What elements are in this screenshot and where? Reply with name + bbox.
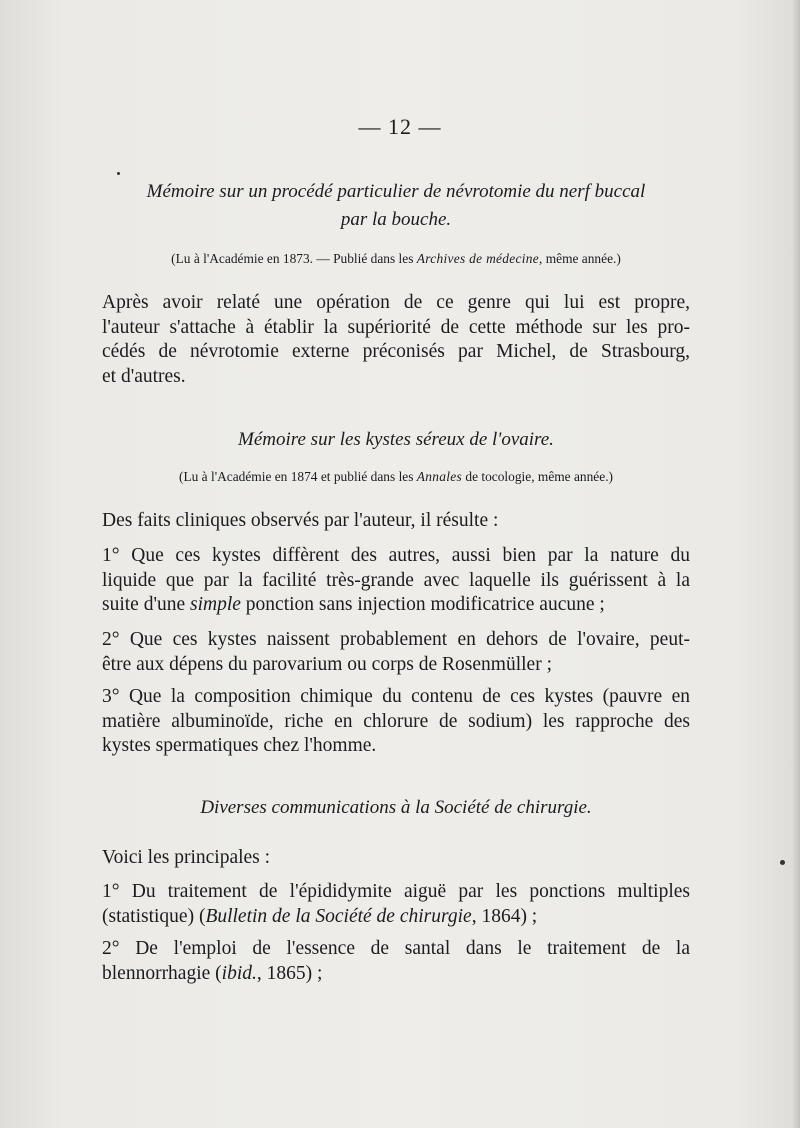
section-note	[102, 250, 690, 268]
emphasis: ibid.	[221, 962, 257, 984]
list-item	[102, 544, 690, 618]
page-edge-shadow	[792, 0, 800, 1128]
text-line: Voici les principales :	[102, 847, 271, 868]
text-line: Des faits cliniques observés par l'auteur, il résulte :	[102, 510, 499, 531]
scan-speck	[780, 860, 785, 865]
text-line: blennorrhagie (ibid., 1865) ;	[102, 962, 323, 984]
section-paragraph	[102, 846, 690, 871]
list-item	[102, 628, 690, 677]
text-line: (statistique) (Bulletin de la Société de chirurgie, 1864) ;	[102, 905, 538, 927]
title-line: Mémoire sur un procédé particulier de névrotomie du nerf buccal	[146, 181, 646, 202]
page-number: — 12 —	[358, 114, 442, 139]
text-line: 1° Du traitement de l'épididymite aiguë par les ponctions multiples	[102, 881, 690, 902]
text-line: liquide que par la facilité très-grande avec laquelle ils guérissent à la	[102, 569, 690, 591]
section-paragraph	[102, 509, 690, 534]
text-line: Après avoir relaté une opération de ce genre qui lui est propre,	[102, 292, 690, 313]
scan-speck	[117, 172, 120, 175]
text-line: matière albuminoïde, riche en chlorure de sodium) les rapproche des	[102, 710, 690, 732]
text-line: 2° Que ces kystes naissent probablement en dehors de l'ovaire, peut-	[102, 629, 690, 650]
note-text: (Lu à l'Académie en 1874 et publié dans les	[179, 469, 417, 484]
text-line: et d'autres.	[102, 365, 186, 387]
journal-name: Bulletin de la Société de chirurgie	[205, 905, 472, 927]
list-item	[102, 685, 690, 759]
text-line: suite d'une simple ponction sans injection modificatrice aucune ;	[102, 594, 605, 615]
text-line: kystes spermatiques chez l'homme.	[102, 735, 377, 756]
list-item	[102, 937, 690, 986]
note-text: de tocologie, même année.)	[462, 469, 613, 484]
section-kystes	[102, 427, 690, 453]
text-line: être aux dépens du parovarium ou corps de Rosenmüller ;	[102, 653, 552, 675]
title-line: par la bouche.	[340, 209, 452, 230]
text-line: cédés de névrotomie externe préconisés par Michel, de Strasbourg,	[102, 341, 690, 362]
emphasis: simple	[190, 594, 241, 615]
section-note	[102, 468, 690, 486]
section-title	[102, 178, 690, 234]
text-line: 3° Que la composition chimique du contenu de ces kystes (pauvre en	[102, 686, 690, 707]
section-title: Mémoire sur les kystes séreux de l'ovaire.	[238, 429, 554, 450]
note-text: , même année.)	[539, 251, 621, 266]
section-nevrotomie	[102, 178, 690, 234]
section-paragraph	[102, 291, 690, 389]
text-line: 2° De l'emploi de l'essence de santal dans le traitement de la	[102, 938, 690, 959]
section-communications	[102, 795, 690, 821]
section-title: Diverses communications à la Société de chirurgie.	[200, 797, 592, 818]
note-text: (Lu à l'Académie en 1873. — Publié dans les	[171, 251, 417, 266]
list-item	[102, 880, 690, 929]
text-line: l'auteur s'attache à établir la supériorité de cette méthode sur les pro-	[102, 316, 690, 338]
journal-name: Archives de médecine	[416, 251, 540, 266]
journal-name: Annales	[416, 469, 463, 484]
text-line: 1° Que ces kystes diffèrent des autres, aussi bien par la nature du	[102, 545, 690, 566]
